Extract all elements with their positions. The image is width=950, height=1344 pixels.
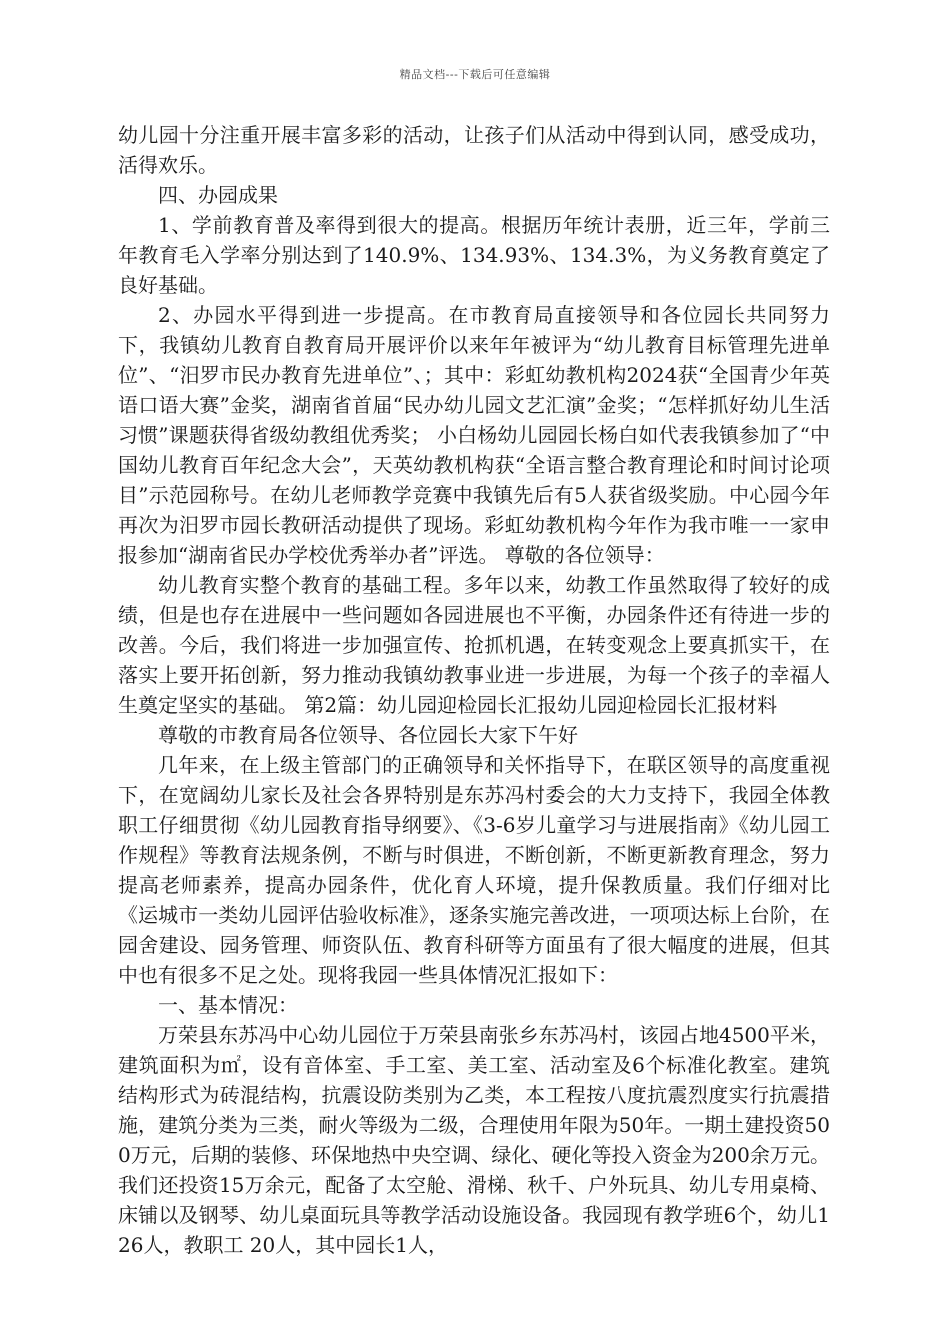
body-paragraph: 2、办园水平得到进一步提高。在市教育局直接领导和各位园长共同努力下，我镇幼儿教育自教育局开展评价以来年年被评为“幼儿教育目标管理先进单位”、“汨罗市民办教育先进单位”、；其中：彩虹幼教机构2024获“全国青少年英语口语大赛”金奖，湖南省首届“民办幼儿园文艺汇演”金奖；“怎样抓好幼儿生活习惯”课题获得省级幼教组优秀奖； 小白杨幼儿园园长杨白如代表我镇参加了“中国幼儿教育百年纪念大会”，天英幼教机构获“全语言整合教育理论和时间讨论项目”示范园称号。在幼儿老师教学竞赛中我镇先后有5人获省级奖励。中心园今年再次为汨罗市园长教研活动提供了现场。彩虹幼教机构今年作为我市唯一一家申报参加“湖南省民办学校优秀举办者”评选。 尊敬的各位领导：	[118, 303, 830, 567]
body-paragraph: 幼儿园十分注重开展丰富多彩的活动，让孩子们从活动中得到认同，感受成功，活得欢乐。	[118, 123, 830, 177]
body-paragraph: 幼儿教育实整个教育的基础工程。多年以来，幼教工作虽然取得了较好的成绩，但是也存在进展中一些问题如各园进展也不平衡，办园条件还有待进一步的改善。今后，我们将进一步加强宣传、抢抓机遇，在转变观念上要真抓实干，在落实上要开拓创新，努力推动我镇幼教事业进一步进展，为每一个孩子的幸福人生奠定坚实的基础。 第2篇：幼儿园迎检园长汇报幼儿园迎检园长汇报材料	[118, 573, 830, 717]
body-paragraph: 一、基本情况：	[158, 993, 298, 1017]
body-paragraph: 几年来，在上级主管部门的正确领导和关怀指导下，在联区领导的高度重视下，在宽阔幼儿家长及社会各界特别是东苏冯村委会的大力支持下，我园全体教职工仔细贯彻《幼儿园教育指导纲要》、《3-6岁儿童学习与进展指南》《幼儿园工作规程》等教育法规条例，不断与时俱进，不断创新，不断更新教育理念，努力提高老师素养，提高办园条件，优化育人环境，提升保教质量。我们仔细对比《运城市一类幼儿园评估验收标准》，逐条实施完善改进，一项项达标上台阶，在园舍建设、园务管理、师资队伍、教育科研等方面虽有了很大幅度的进展，但其中也有很多不足之处。现将我园一些具体情况汇报如下：	[118, 753, 830, 987]
page-header: 精品文档---下载后可任意编辑	[399, 68, 551, 81]
body-paragraph: 四、办园成果	[158, 183, 278, 207]
body-paragraph: 1、学前教育普及率得到很大的提高。根据历年统计表册，近三年，学前三年教育毛入学率分别达到了140.9%、134.93%、134.3%，为义务教育奠定了良好基础。	[118, 213, 830, 297]
document-body	[118, 120, 830, 1260]
body-paragraph: 万荣县东苏冯中心幼儿园位于万荣县南张乡东苏冯村，该园占地4500平米，建筑面积为㎡，设有音体室、手工室、美工室、活动室及6个标准化教室。建筑结构形式为砖混结构，抗震设防类别为乙类，本工程按八度抗震烈度实行抗震措施，建筑分类为三类，耐火等级为二级，合理使用年限为50年。一期土建投资500万元，后期的装修、环保地热中央空调、绿化、硬化等投入资金为200余万元。我们还投资15万余元，配备了太空舱、滑梯、秋千、户外玩具、幼儿专用桌椅、床铺以及钢琴、幼儿桌面玩具等教学活动设施设备。我园现有教学班6个，幼儿126人，教职工 20人，其中园长1人，	[118, 1023, 830, 1257]
body-paragraph: 尊敬的市教育局各位领导、各位园长大家下午好	[158, 723, 578, 747]
